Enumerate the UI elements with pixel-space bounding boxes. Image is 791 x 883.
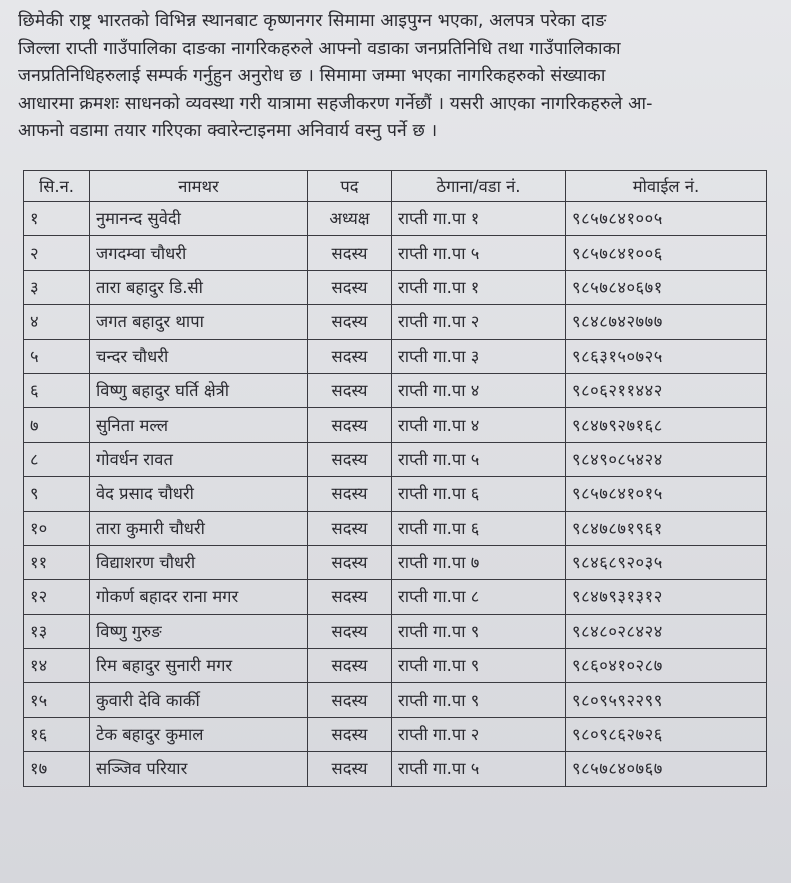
notice-line: जिल्ला राप्ती गाउँपालिका दाङका नागरिकहरुले आफ्नो वडाका जनप्रतिनिधि तथा गाउँपालिकाका [18, 38, 621, 59]
name-cell: जगत बहादुर थापा [90, 305, 308, 339]
mobile-cell: ९८६३१५०७२५ [566, 339, 767, 373]
mobile-cell: ९८४९०८५४२४ [566, 442, 767, 476]
name-cell: विष्णु गुरुङ [90, 614, 308, 648]
mobile-cell: ९८४६८९२०३५ [566, 545, 767, 579]
serial-cell: १० [24, 511, 90, 545]
mobile-cell: ९८०९८६२७२६ [566, 717, 767, 751]
serial-cell: १२ [24, 580, 90, 614]
table-row [24, 339, 767, 373]
address-cell: राप्ती गा.पा २ [392, 717, 566, 751]
table-row [24, 477, 767, 511]
table-row [24, 202, 767, 236]
header-post: पद [308, 171, 392, 202]
post-cell: सदस्य [308, 305, 392, 339]
address-cell: राप्ती गा.पा २ [392, 305, 566, 339]
post-cell: सदस्य [308, 477, 392, 511]
address-cell: राप्ती गा.पा ६ [392, 477, 566, 511]
post-cell: सदस्य [308, 442, 392, 476]
name-cell: जगदम्वा चौधरी [90, 236, 308, 270]
serial-cell: ४ [24, 305, 90, 339]
post-cell: सदस्य [308, 683, 392, 717]
mobile-cell: ९८५७८४१००६ [566, 236, 767, 270]
table-row [24, 580, 767, 614]
address-cell: राप्ती गा.पा ३ [392, 339, 566, 373]
table-row [24, 270, 767, 304]
notice-line: छिमेकी राष्ट्र भारतको विभिन्न स्थानबाट कृष्णनगर सिमामा आइपुग्न भएका, अलपत्र परेका दाङ [18, 11, 607, 31]
serial-cell: ९ [24, 477, 90, 511]
serial-cell: ५ [24, 339, 90, 373]
name-cell: नुमानन्द सुवेदी [90, 202, 308, 236]
serial-cell: १३ [24, 614, 90, 648]
representatives-table [23, 170, 767, 787]
mobile-cell: ९८४७८७१९६१ [566, 511, 767, 545]
name-cell: तारा कुमारी चौधरी [90, 511, 308, 545]
address-cell: राप्ती गा.पा १ [392, 270, 566, 304]
mobile-cell: ९८४८७४२७७७ [566, 305, 767, 339]
table-row [24, 752, 767, 786]
post-cell: सदस्य [308, 373, 392, 407]
mobile-cell: ९८६०४१०२८७ [566, 649, 767, 683]
name-cell: तारा बहादुर डि.सी [90, 270, 308, 304]
table-body [24, 202, 767, 787]
post-cell: अध्यक्ष [308, 202, 392, 236]
header-name: नामथर [90, 171, 308, 202]
serial-cell: १ [24, 202, 90, 236]
address-cell: राप्ती गा.पा ४ [392, 373, 566, 407]
table-row [24, 236, 767, 270]
mobile-cell: ९८४७९३१३१२ [566, 580, 767, 614]
address-cell: राप्ती गा.पा ४ [392, 408, 566, 442]
table-row [24, 408, 767, 442]
address-cell: राप्ती गा.पा ७ [392, 545, 566, 579]
mobile-cell: ९८५७८४०६७१ [566, 270, 767, 304]
post-cell: सदस्य [308, 545, 392, 579]
post-cell: सदस्य [308, 270, 392, 304]
table-row [24, 305, 767, 339]
table-row [24, 649, 767, 683]
post-cell: सदस्य [308, 511, 392, 545]
table-row [24, 717, 767, 751]
serial-cell: ६ [24, 373, 90, 407]
notice-line: आफनो वडामा तयार गरिएका क्वारेन्टाइनमा अनिवार्य वस्नु पर्ने छ । [18, 121, 438, 142]
table-row [24, 442, 767, 476]
post-cell: सदस्य [308, 339, 392, 373]
address-cell: राप्ती गा.पा ५ [392, 752, 566, 786]
mobile-cell: ९८५७८४०७६७ [566, 752, 767, 786]
address-cell: राप्ती गा.पा ६ [392, 511, 566, 545]
serial-cell: ७ [24, 408, 90, 442]
serial-cell: २ [24, 236, 90, 270]
mobile-cell: ९८५७८४१०१५ [566, 477, 767, 511]
mobile-cell: ९८०६२११४४२ [566, 373, 767, 407]
serial-cell: १४ [24, 649, 90, 683]
serial-cell: ८ [24, 442, 90, 476]
serial-cell: ११ [24, 545, 90, 579]
name-cell: विष्णु बहादुर घर्ति क्षेत्री [90, 373, 308, 407]
serial-cell: १५ [24, 683, 90, 717]
name-cell: वेद प्रसाद चौधरी [90, 477, 308, 511]
table-row [24, 511, 767, 545]
table-header-row [24, 171, 767, 202]
mobile-cell: ९८४७९२७१६८ [566, 408, 767, 442]
name-cell: सञ्जिव परियार [90, 752, 308, 786]
name-cell: कुवारी देवि कार्की [90, 683, 308, 717]
post-cell: सदस्य [308, 752, 392, 786]
name-cell: गोकर्ण बहादर राना मगर [90, 580, 308, 614]
mobile-cell: ९८०९५९२२९९ [566, 683, 767, 717]
post-cell: सदस्य [308, 580, 392, 614]
name-cell: टेक बहादुर कुमाल [90, 717, 308, 751]
header-mobile: मोवाईल नं. [566, 171, 767, 202]
name-cell: विद्याशरण चौधरी [90, 545, 308, 579]
address-cell: राप्ती गा.पा ९ [392, 614, 566, 648]
mobile-cell: ९८४८०२८४२४ [566, 614, 767, 648]
notice-paragraph [18, 8, 776, 146]
post-cell: सदस्य [308, 236, 392, 270]
name-cell: गोवर्धन रावत [90, 442, 308, 476]
post-cell: सदस्य [308, 717, 392, 751]
notice-line: जनप्रतिनिधिहरुलाई सम्पर्क गर्नुहुन अनुरोध छ । सिमामा जम्मा भएका नागरिकहरुको संख्याका [18, 66, 606, 87]
address-cell: राप्ती गा.पा ९ [392, 683, 566, 717]
address-cell: राप्ती गा.पा १ [392, 202, 566, 236]
name-cell: चन्दर चौधरी [90, 339, 308, 373]
name-cell: रिम बहादुर सुनारी मगर [90, 649, 308, 683]
address-cell: राप्ती गा.पा ९ [392, 649, 566, 683]
post-cell: सदस्य [308, 614, 392, 648]
post-cell: सदस्य [308, 408, 392, 442]
notice-line: आधारमा क्रमशः साधनको व्यवस्था गरी यात्रामा सहजीकरण गर्नेछौं । यसरी आएका नागरिकहरुले आ- [18, 93, 653, 114]
serial-cell: १६ [24, 717, 90, 751]
address-cell: राप्ती गा.पा ८ [392, 580, 566, 614]
address-cell: राप्ती गा.पा ५ [392, 442, 566, 476]
serial-cell: १७ [24, 752, 90, 786]
table-row [24, 614, 767, 648]
table-row [24, 373, 767, 407]
mobile-cell: ९८५७८४१००५ [566, 202, 767, 236]
table-row [24, 683, 767, 717]
address-cell: राप्ती गा.पा ५ [392, 236, 566, 270]
header-serial: सि.न. [24, 171, 90, 202]
table-row [24, 545, 767, 579]
serial-cell: ३ [24, 270, 90, 304]
name-cell: सुनिता मल्ल [90, 408, 308, 442]
post-cell: सदस्य [308, 649, 392, 683]
header-address: ठेगाना/वडा नं. [392, 171, 566, 202]
